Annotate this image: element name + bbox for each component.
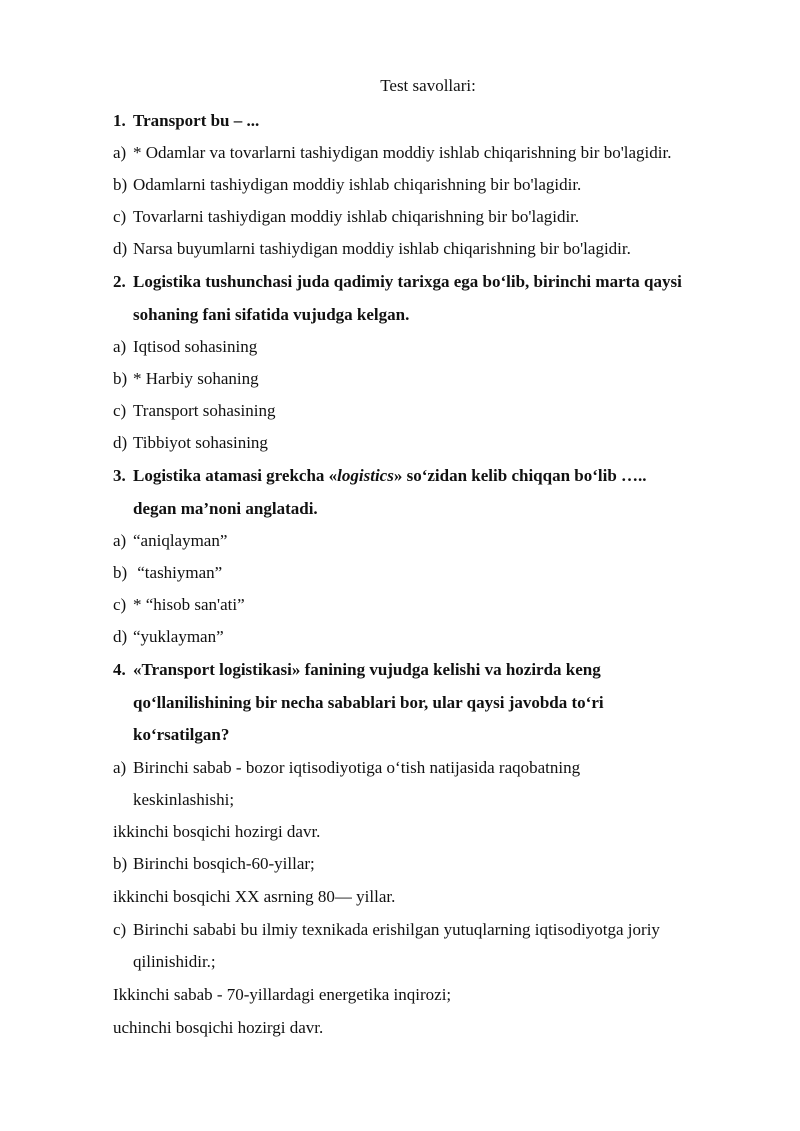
option-text: Iqtisod sohasining [133, 337, 258, 356]
option-label: d) [113, 433, 128, 452]
question-3-continuation: degan ma’noni anglatadi. [133, 499, 318, 518]
option-text: Birinchi sababi bu ilmiy texnikada erishilgan yutuqlarning iqtisodiyotga joriy [133, 920, 660, 939]
option-label: a) [113, 143, 127, 162]
option-text: Birinchi sabab - bozor iqtisodiyotiga o‘tish natijasida raqobatning [133, 758, 581, 777]
q2-option-c [113, 400, 275, 422]
q4-option-a-continuation-2: ikkinchi bosqichi hozirgi davr. [113, 822, 321, 841]
option-label: b) [113, 175, 128, 194]
q4-option-b [113, 853, 315, 875]
question-text-italic: logistics [337, 466, 394, 485]
option-text: “aniqlayman” [133, 531, 228, 550]
q4-option-b-continuation: ikkinchi bosqichi XX asrning 80— yillar. [113, 887, 396, 906]
question-4 [113, 659, 601, 681]
q3-option-a [113, 530, 227, 552]
q1-option-d [113, 238, 631, 260]
option-label: c) [113, 920, 127, 939]
q1-option-c [113, 206, 579, 228]
option-text: Transport sohasining [133, 401, 276, 420]
option-text: * Odamlar va tovarlarni tashiydigan moddiy ishlab chiqarishning bir bo'lagidir. [133, 143, 672, 162]
option-label: b) [113, 854, 128, 873]
option-text: Tovarlarni tashiydigan moddiy ishlab chiqarishning bir bo'lagidir. [133, 207, 580, 226]
question-2 [113, 271, 682, 293]
question-text-suffix: » so‘zidan kelib chiqqan bo‘lib ….. [393, 466, 647, 485]
q1-option-b [113, 174, 581, 196]
q4-option-c [113, 919, 660, 941]
question-number: 3. [113, 466, 126, 485]
question-number: 2. [113, 272, 126, 291]
q3-option-d [113, 626, 224, 648]
q2-option-d [113, 432, 268, 454]
option-label: c) [113, 207, 127, 226]
question-1 [113, 110, 259, 132]
option-text: Odamlarni tashiydigan moddiy ishlab chiqarishning bir bo'lagidir. [133, 175, 582, 194]
question-number: 1. [113, 111, 126, 130]
option-text: Narsa buyumlarni tashiydigan moddiy ishlab chiqarishning bir bo'lagidir. [133, 239, 631, 258]
option-label: a) [113, 758, 127, 777]
option-text: “tashiyman” [133, 563, 223, 582]
option-text: Tibbiyot sohasining [133, 433, 268, 452]
option-label: c) [113, 401, 127, 420]
question-text: «Transport logistikasi» fanining vujudga kelishi va hozirda keng [133, 660, 601, 679]
option-label: d) [113, 627, 128, 646]
page-title: Test savollari: [380, 76, 476, 95]
q3-option-b [113, 562, 222, 584]
q4-option-c-continuation-2: Ikkinchi sabab - 70-yillardagi energetika inqirozi; [113, 985, 452, 1004]
option-label: b) [113, 369, 128, 388]
option-text: “yuklayman” [133, 627, 224, 646]
option-label: b) [113, 563, 128, 582]
q4-option-c-continuation: qilinishidir.; [133, 952, 216, 971]
q3-option-c [113, 594, 245, 616]
question-text: Logistika tushunchasi juda qadimiy tarixga ega bo‘lib, birinchi marta qaysi [133, 272, 682, 291]
option-label: d) [113, 239, 128, 258]
question-2-continuation: sohaning fani sifatida vujudga kelgan. [133, 305, 410, 324]
question-text-prefix: Logistika atamasi grekcha « [133, 466, 338, 485]
option-label: a) [113, 337, 127, 356]
q2-option-a [113, 336, 257, 358]
question-text: Transport bu – ... [133, 111, 260, 130]
option-text: Birinchi bosqich-60-yillar; [133, 854, 315, 873]
q4-option-a-continuation: keskinlashishi; [133, 790, 235, 809]
question-4-continuation-2: ko‘rsatilgan? [133, 725, 230, 744]
option-text: * Harbiy sohaning [133, 369, 259, 388]
option-text: * “hisob san'ati” [133, 595, 245, 614]
option-label: c) [113, 595, 127, 614]
option-label: a) [113, 531, 127, 550]
q1-option-a [113, 142, 671, 164]
question-4-continuation-1: qo‘llanilishining bir necha sabablari bor, ular qaysi javobda to‘ri [133, 693, 604, 712]
question-number: 4. [113, 660, 126, 679]
q2-option-b [113, 368, 259, 390]
q4-option-a [113, 757, 580, 779]
question-3 [113, 465, 647, 487]
q4-option-c-continuation-3: uchinchi bosqichi hozirgi davr. [113, 1018, 324, 1037]
